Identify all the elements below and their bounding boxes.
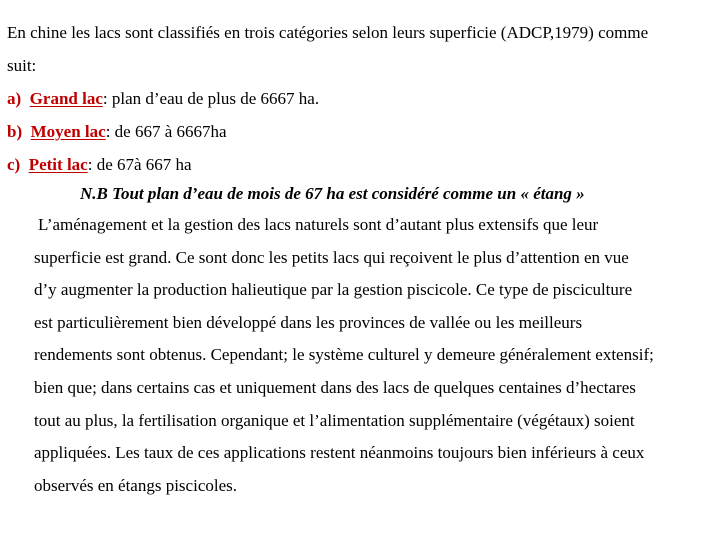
category-description: : de 667 à 6667ha — [105, 122, 227, 141]
paragraph-line: est particulièrement bien développé dans les provinces de vallée ou les meilleurs — [34, 312, 583, 332]
paragraph-line: bien que; dans certains cas et uniquement dans des lacs de quelques centaines d’hectares — [34, 377, 636, 397]
category-item-petit-lac — [7, 155, 192, 175]
body-paragraph — [34, 215, 699, 508]
category-term: Petit lac — [28, 155, 88, 174]
intro-line-1: En chine les lacs sont classifiés en trois catégories selon leurs superficie (ADCP,1979) comme — [7, 23, 649, 42]
paragraph-line: d’y augmenter la production halieutique par la gestion piscicole. Ce type de pisciculture — [34, 280, 633, 300]
category-item-grand-lac — [7, 89, 319, 109]
category-marker: a) — [7, 89, 22, 108]
category-term: Moyen lac — [30, 122, 106, 141]
nb-note: N.B Tout plan d’eau de mois de 67 ha est considéré comme un « étang » — [80, 184, 585, 203]
paragraph-line: tout au plus, la fertilisation organique et l’alimentation supplémentaire (végétaux) soient — [34, 410, 635, 430]
paragraph-line: superficie est grand. Ce sont donc les petits lacs qui reçoivent le plus d’attention en vue — [34, 247, 629, 267]
category-term: Grand lac — [29, 89, 103, 108]
category-item-moyen-lac — [7, 122, 227, 142]
category-marker: b) — [7, 122, 23, 141]
category-marker: c) — [7, 155, 21, 174]
category-description: : de 67à 667 ha — [87, 155, 192, 174]
paragraph-line: appliquées. Les taux de ces applications restent néanmoins toujours bien inférieurs à ceux — [34, 443, 645, 463]
category-description: : plan d’eau de plus de 6667 ha. — [102, 89, 320, 108]
intro-line-2: suit: — [7, 56, 37, 75]
paragraph-line: rendements sont obtenus. Cependant; le système culturel y demeure généralement extensif; — [34, 345, 654, 365]
paragraph-line: L’aménagement et la gestion des lacs naturels sont d’autant plus extensifs que leur — [38, 215, 599, 234]
paragraph-line: observés en étangs piscicoles. — [34, 475, 237, 495]
